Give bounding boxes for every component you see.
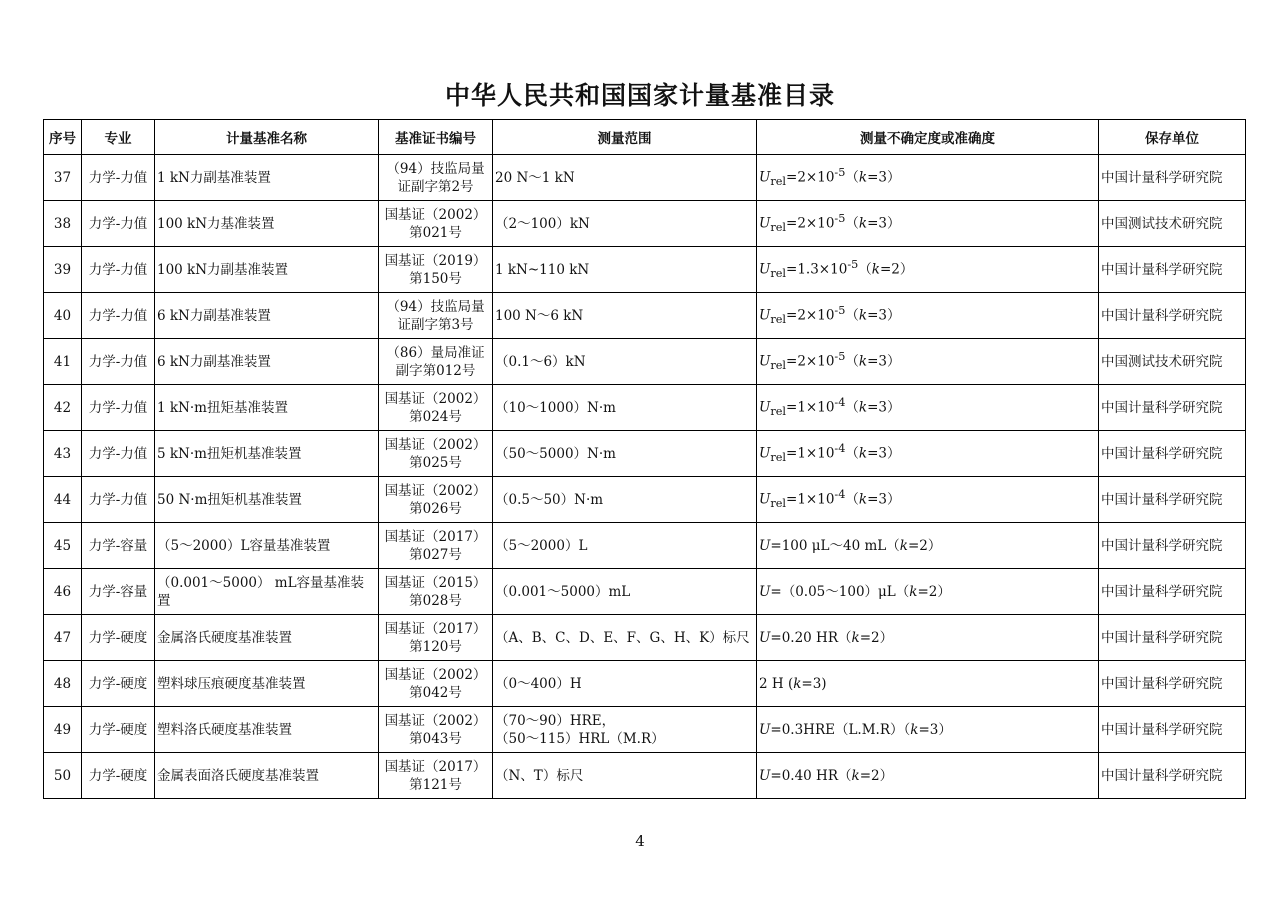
cell-cert: （86）量局准证副字第012号 — [379, 339, 493, 385]
table-row — [44, 431, 1246, 477]
cell-unit: 中国测试技术研究院 — [1099, 339, 1246, 385]
cell-field: 力学-硬度 — [82, 615, 155, 661]
cell-no: 42 — [44, 385, 82, 431]
table-row — [44, 385, 1246, 431]
cell-unit: 中国计量科学研究院 — [1099, 155, 1246, 201]
cell-cert: 国基证（2002）第042号 — [379, 661, 493, 707]
table-row — [44, 477, 1246, 523]
table-row — [44, 753, 1246, 799]
table-row — [44, 661, 1246, 707]
table-row — [44, 247, 1246, 293]
cell-range: （10～1000）N·m — [493, 385, 757, 431]
cell-unit: 中国计量科学研究院 — [1099, 753, 1246, 799]
page-number: 4 — [635, 832, 645, 850]
cell-no: 45 — [44, 523, 82, 569]
cell-field: 力学-力值 — [82, 293, 155, 339]
cell-range: （70～90）HRE， （50～115）HRL（M.R） — [493, 707, 757, 753]
cell-unit: 中国计量科学研究院 — [1099, 569, 1246, 615]
cell-name: 50 N·m扭矩机基准装置 — [155, 477, 379, 523]
table-body — [44, 155, 1246, 799]
cell-unit: 中国计量科学研究院 — [1099, 477, 1246, 523]
cell-name: 1 kN力副基准装置 — [155, 155, 379, 201]
cell-unit: 中国计量科学研究院 — [1099, 707, 1246, 753]
cell-range: （A、B、C、D、E、F、G、H、K）标尺 — [493, 615, 757, 661]
cell-uncertainty: $U_{rel}=2\times 10^{-5}(k=3)$ — [757, 293, 1099, 339]
cell-uncertainty: $U_{rel}=2\times 10^{-5}(k=3)$ — [757, 201, 1099, 247]
cell-name: 6 kN力副基准装置 — [155, 293, 379, 339]
cell-cert: 国基证（2002）第024号 — [379, 385, 493, 431]
cell-unit: 中国计量科学研究院 — [1099, 431, 1246, 477]
cell-no: 38 — [44, 201, 82, 247]
cell-uncertainty: 2 H (k=3) — [757, 661, 1099, 707]
header-cert: 基准证书编号 — [379, 120, 493, 155]
cell-unit: 中国计量科学研究院 — [1099, 523, 1246, 569]
cell-unit: 中国计量科学研究院 — [1099, 661, 1246, 707]
cell-name: 1 kN·m扭矩基准装置 — [155, 385, 379, 431]
cell-unit: 中国计量科学研究院 — [1099, 615, 1246, 661]
cell-range: （50～5000）N·m — [493, 431, 757, 477]
table-row — [44, 523, 1246, 569]
cell-uncertainty: $U_{rel}=1\times 10^{-4}(k=3)$ — [757, 477, 1099, 523]
cell-uncertainty: U=100 μL～40 mL（k=2） — [757, 523, 1099, 569]
cell-unit: 中国计量科学研究院 — [1099, 293, 1246, 339]
cell-no: 44 — [44, 477, 82, 523]
cell-no: 48 — [44, 661, 82, 707]
cell-no: 49 — [44, 707, 82, 753]
cell-cert: （94）技监局量证副字第3号 — [379, 293, 493, 339]
page-title: 中华人民共和国国家计量基准目录 — [444, 81, 835, 110]
cell-uncertainty: U=0.40 HR（k=2） — [757, 753, 1099, 799]
cell-cert: 国基证（2002）第025号 — [379, 431, 493, 477]
table-row — [44, 339, 1246, 385]
cell-range: 1 kN~110 kN — [493, 247, 757, 293]
cell-uncertainty: U=0.20 HR（k=2） — [757, 615, 1099, 661]
table-row — [44, 569, 1246, 615]
cell-name: （0.001～5000） mL容量基准装置 — [155, 569, 379, 615]
header-range: 测量范围 — [493, 120, 757, 155]
cell-range: （0.1～6）kN — [493, 339, 757, 385]
cell-unit: 中国测试技术研究院 — [1099, 201, 1246, 247]
cell-no: 50 — [44, 753, 82, 799]
cell-cert: （94）技监局量证副字第2号 — [379, 155, 493, 201]
cell-name: 金属洛氏硬度基准装置 — [155, 615, 379, 661]
cell-uncertainty: U=0.3HRE（L.M.R）（k=3） — [757, 707, 1099, 753]
cell-field: 力学-力值 — [82, 247, 155, 293]
table-row — [44, 615, 1246, 661]
cell-unit: 中国计量科学研究院 — [1099, 385, 1246, 431]
cell-field: 力学-力值 — [82, 385, 155, 431]
cell-no: 37 — [44, 155, 82, 201]
cell-no: 47 — [44, 615, 82, 661]
table-row — [44, 155, 1246, 201]
table-row — [44, 201, 1246, 247]
cell-range: （0.001～5000）mL — [493, 569, 757, 615]
cell-range: （0～400）H — [493, 661, 757, 707]
header-name: 计量基准名称 — [155, 120, 379, 155]
cell-field: 力学-硬度 — [82, 753, 155, 799]
cell-no: 41 — [44, 339, 82, 385]
cell-name: 100 kN力副基准装置 — [155, 247, 379, 293]
cell-cert: 国基证（2017）第120号 — [379, 615, 493, 661]
cell-cert: 国基证（2017）第027号 — [379, 523, 493, 569]
cell-field: 力学-力值 — [82, 155, 155, 201]
cell-name: 5 kN·m扭矩机基准装置 — [155, 431, 379, 477]
header-no: 序号 — [44, 120, 82, 155]
cell-field: 力学-硬度 — [82, 661, 155, 707]
cell-range: （0.5～50）N·m — [493, 477, 757, 523]
cell-cert: 国基证（2002）第021号 — [379, 201, 493, 247]
cell-range: 20 N～1 kN — [493, 155, 757, 201]
cell-uncertainty: $U_{rel}=2\times 10^{-5}(k=3)$ — [757, 155, 1099, 201]
cell-range: （2～100）kN — [493, 201, 757, 247]
cell-cert: 国基证（2019）第150号 — [379, 247, 493, 293]
cell-uncertainty: $U_{rel}=1.3\times 10^{-5}(k=2)$ — [757, 247, 1099, 293]
cell-name: 塑料洛氏硬度基准装置 — [155, 707, 379, 753]
standards-table — [43, 119, 1246, 799]
cell-field: 力学-力值 — [82, 477, 155, 523]
cell-no: 39 — [44, 247, 82, 293]
cell-uncertainty: U=（0.05～100）μL（k=2） — [757, 569, 1099, 615]
cell-no: 43 — [44, 431, 82, 477]
cell-name: （5～2000）L容量基准装置 — [155, 523, 379, 569]
cell-uncertainty: $U_{rel}=2\times 10^{-5}(k=3)$ — [757, 339, 1099, 385]
cell-field: 力学-力值 — [82, 339, 155, 385]
cell-name: 塑料球压痕硬度基准装置 — [155, 661, 379, 707]
table-row — [44, 707, 1246, 753]
cell-unit: 中国计量科学研究院 — [1099, 247, 1246, 293]
cell-range: 100 N～6 kN — [493, 293, 757, 339]
cell-name: 金属表面洛氏硬度基准装置 — [155, 753, 379, 799]
cell-uncertainty: $U_{rel}=1\times 10^{-4}(k=3)$ — [757, 431, 1099, 477]
header-unit: 保存单位 — [1099, 120, 1246, 155]
header-uncertainty: 测量不确定度或准确度 — [757, 120, 1099, 155]
cell-field: 力学-力值 — [82, 431, 155, 477]
cell-field: 力学-硬度 — [82, 707, 155, 753]
cell-field: 力学-容量 — [82, 569, 155, 615]
cell-cert: 国基证（2002）第043号 — [379, 707, 493, 753]
cell-field: 力学-容量 — [82, 523, 155, 569]
cell-range: （N、T）标尺 — [493, 753, 757, 799]
cell-name: 6 kN力副基准装置 — [155, 339, 379, 385]
table-row — [44, 293, 1246, 339]
cell-range: （5～2000）L — [493, 523, 757, 569]
cell-no: 46 — [44, 569, 82, 615]
cell-uncertainty: $U_{rel}=1\times 10^{-4}(k=3)$ — [757, 385, 1099, 431]
cell-cert: 国基证（2002）第026号 — [379, 477, 493, 523]
table-header-row — [44, 120, 1246, 155]
cell-name: 100 kN力基准装置 — [155, 201, 379, 247]
cell-field: 力学-力值 — [82, 201, 155, 247]
cell-cert: 国基证（2015）第028号 — [379, 569, 493, 615]
header-field: 专业 — [82, 120, 155, 155]
cell-no: 40 — [44, 293, 82, 339]
cell-cert: 国基证（2017）第121号 — [379, 753, 493, 799]
